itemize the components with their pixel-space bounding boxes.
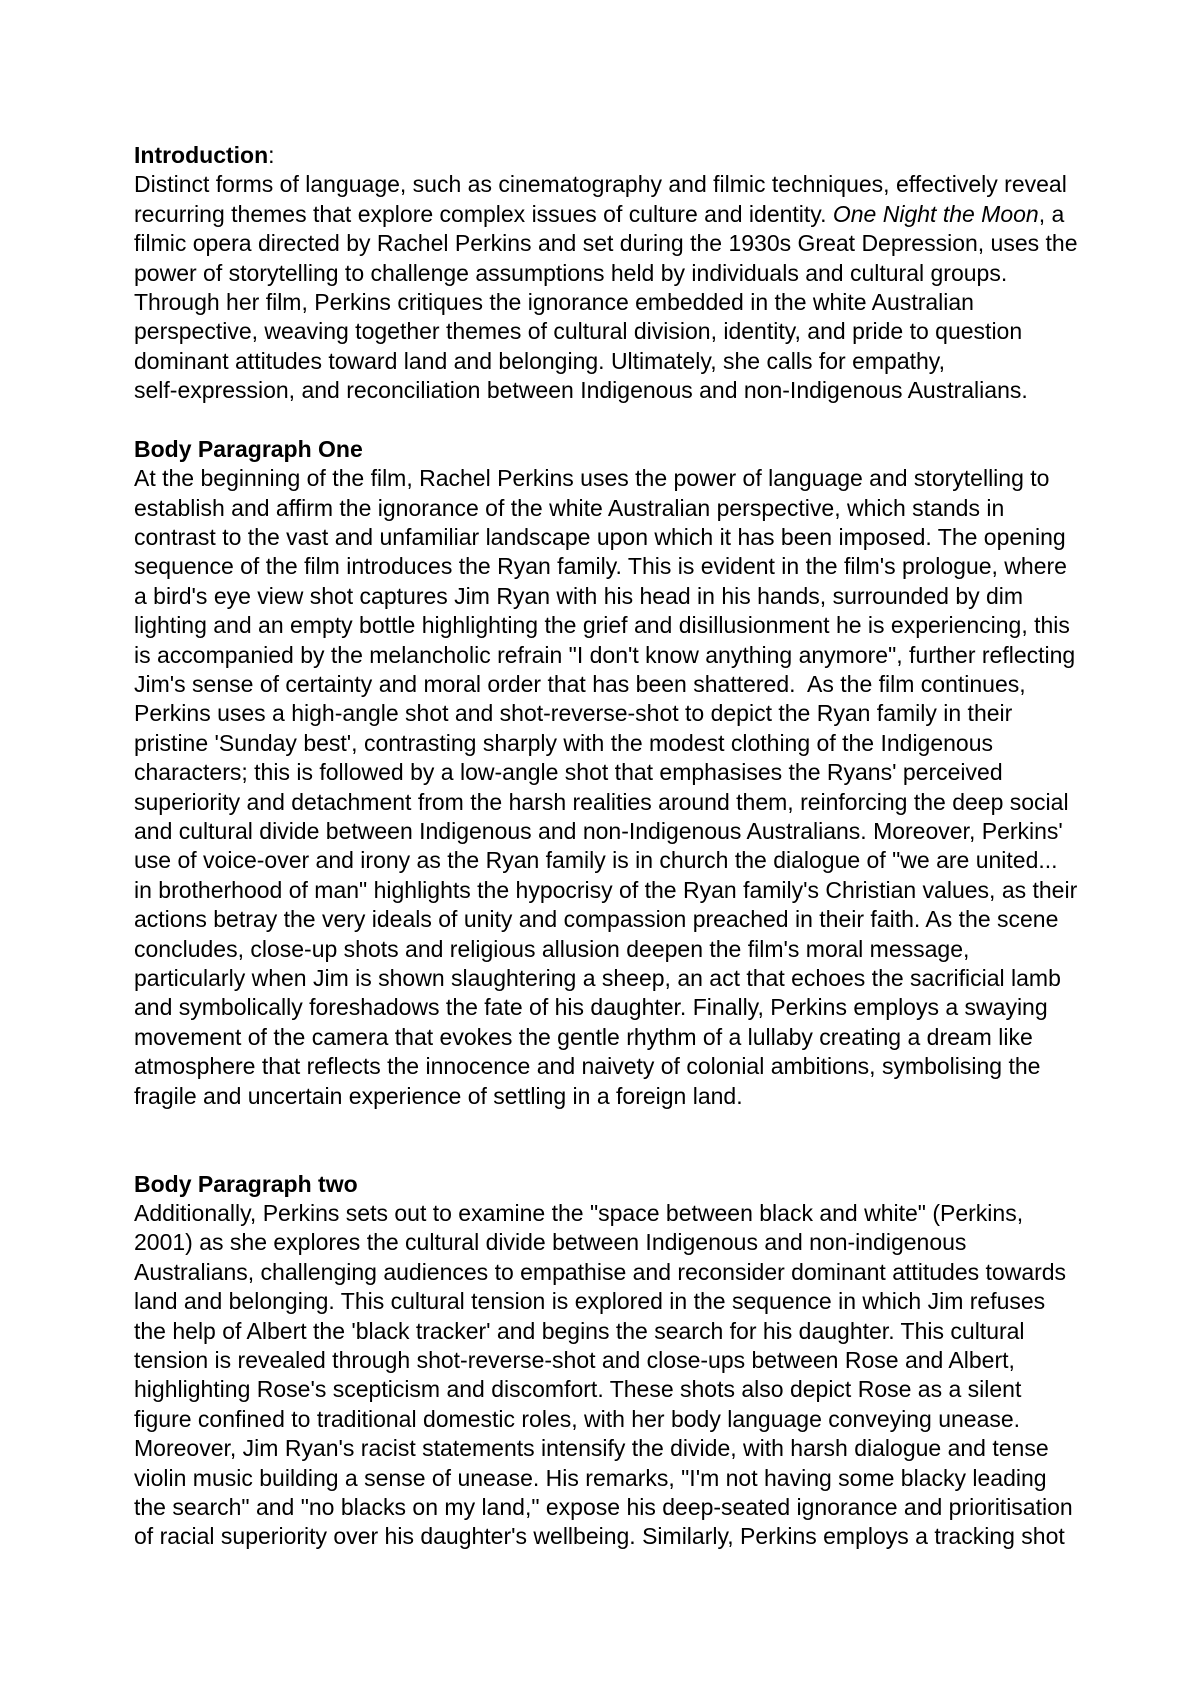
- text-line: a bird's eye view shot captures Jim Ryan with his head in his hands, surrounded by dim: [134, 582, 1024, 609]
- text-line: highlighting Rose's scepticism and discomfort. These shots also depict Rose as a silent: [134, 1376, 1022, 1403]
- text-line: contrast to the vast and unfamiliar landscape upon which it has been imposed. The opening: [134, 524, 1066, 551]
- text-line: use of voice-over and irony as the Ryan family is in church the dialogue of "we are united...: [134, 847, 1058, 874]
- section-heading-3: Body Paragraph two: [134, 1170, 358, 1197]
- text-line: Moreover, Jim Ryan's racist statements intensify the divide, with harsh dialogue and tense: [134, 1435, 1049, 1462]
- text-line: establish and affirm the ignorance of the white Australian perspective, which stands in: [134, 494, 1005, 521]
- text-line: violin music building a sense of unease. His remarks, "I'm not having some blacky leading: [134, 1464, 1047, 1491]
- text-line: fragile and uncertain experience of settling in a foreign land.: [134, 1082, 743, 1109]
- text-line: dominant attitudes toward land and belonging. Ultimately, she calls for empathy,: [134, 347, 945, 374]
- text-line: sequence of the film introduces the Ryan family. This is evident in the film's prologue, where: [134, 553, 1067, 580]
- text-line: tension is revealed through shot-reverse-shot and close-ups between Rose and Albert,: [134, 1347, 1015, 1374]
- text-line: and symbolically foreshadows the fate of his daughter. Finally, Perkins employs a swaying: [134, 994, 1048, 1021]
- text-line: the help of Albert the 'black tracker' and begins the search for his daughter. This cultural: [134, 1317, 1025, 1344]
- text-line: Jim's sense of certainty and moral order that has been shattered. As the film continues,: [134, 671, 1026, 698]
- text-line: self-expression, and reconciliation between Indigenous and non-Indigenous Australians.: [134, 377, 1028, 404]
- text-line: filmic opera directed by Rachel Perkins and set during the 1930s Great Depression, uses the: [134, 230, 1078, 257]
- text-line: At the beginning of the film, Rachel Perkins uses the power of language and storytelling to: [134, 465, 1050, 492]
- text-line: Perkins uses a high-angle shot and shot-reverse-shot to depict the Ryan family in their: [134, 700, 1013, 727]
- text-line: Through her film, Perkins critiques the ignorance embedded in the white Australian: [134, 288, 974, 315]
- text-line: Distinct forms of language, such as cinematography and filmic techniques, effectively reveal: [134, 171, 1067, 198]
- text-line: Additionally, Perkins sets out to examine the "space between black and white" (Perkins,: [134, 1200, 1024, 1227]
- section-heading-1: Introduction:: [134, 142, 275, 168]
- text-line: power of storytelling to challenge assumptions held by individuals and cultural groups.: [134, 259, 1008, 286]
- text-line: perspective, weaving together themes of cultural division, identity, and pride to question: [134, 318, 1023, 345]
- section-heading-2: Body Paragraph One: [134, 435, 363, 462]
- text-line: in brotherhood of man" highlights the hypocrisy of the Ryan family's Christian values, as their: [134, 876, 1078, 903]
- blank-line: [134, 1140, 1070, 1169]
- text-line: actions betray the very ideals of unity and compassion preached in their faith. As the scene: [134, 906, 1059, 933]
- text-line: land and belonging. This cultural tension is explored in the sequence in which Jim refuses: [134, 1288, 1046, 1315]
- text-line: 2001) as she explores the cultural divide between Indigenous and non-indigenous: [134, 1229, 967, 1256]
- text-line: characters; this is followed by a low-angle shot that emphasises the Ryans' perceived: [134, 759, 1003, 786]
- text-line: figure confined to traditional domestic roles, with her body language conveying unease.: [134, 1405, 1021, 1432]
- essay-content: [134, 141, 1078, 1552]
- text-line: of racial superiority over his daughter's wellbeing. Similarly, Perkins employs a tracking shot: [134, 1523, 1065, 1550]
- text-line: is accompanied by the melancholic refrain "I don't know anything anymore", further reflecting: [134, 641, 1076, 668]
- blank-line: [134, 406, 1070, 435]
- text-line: superiority and detachment from the harsh realities around them, reinforcing the deep social: [134, 788, 1069, 815]
- text-line: lighting and an empty bottle highlighting the grief and disillusionment he is experiencing, this: [134, 612, 1070, 639]
- text-line: the search" and "no blacks on my land," expose his deep-seated ignorance and prioritisation: [134, 1493, 1073, 1520]
- text-line: atmosphere that reflects the innocence and naivety of colonial ambitions, symbolising the: [134, 1053, 1041, 1080]
- text-line: pristine 'Sunday best', contrasting sharply with the modest clothing of the Indigenous: [134, 729, 994, 756]
- text-line: concludes, close-up shots and religious allusion deepen the film's moral message,: [134, 935, 970, 962]
- text-line: and cultural divide between Indigenous and non-Indigenous Australians. Moreover, Perkins': [134, 817, 1063, 844]
- blank-line: [134, 1111, 1070, 1140]
- text-line: movement of the camera that evokes the gentle rhythm of a lullaby creating a dream like: [134, 1023, 1033, 1050]
- text-line: Australians, challenging audiences to empathise and reconsider dominant attitudes towards: [134, 1258, 1067, 1285]
- text-line: recurring themes that explore complex issues of culture and identity. One Night the Moon, a: [134, 200, 1065, 227]
- text-line: particularly when Jim is shown slaughtering a sheep, an act that echoes the sacrificial lamb: [134, 964, 1061, 991]
